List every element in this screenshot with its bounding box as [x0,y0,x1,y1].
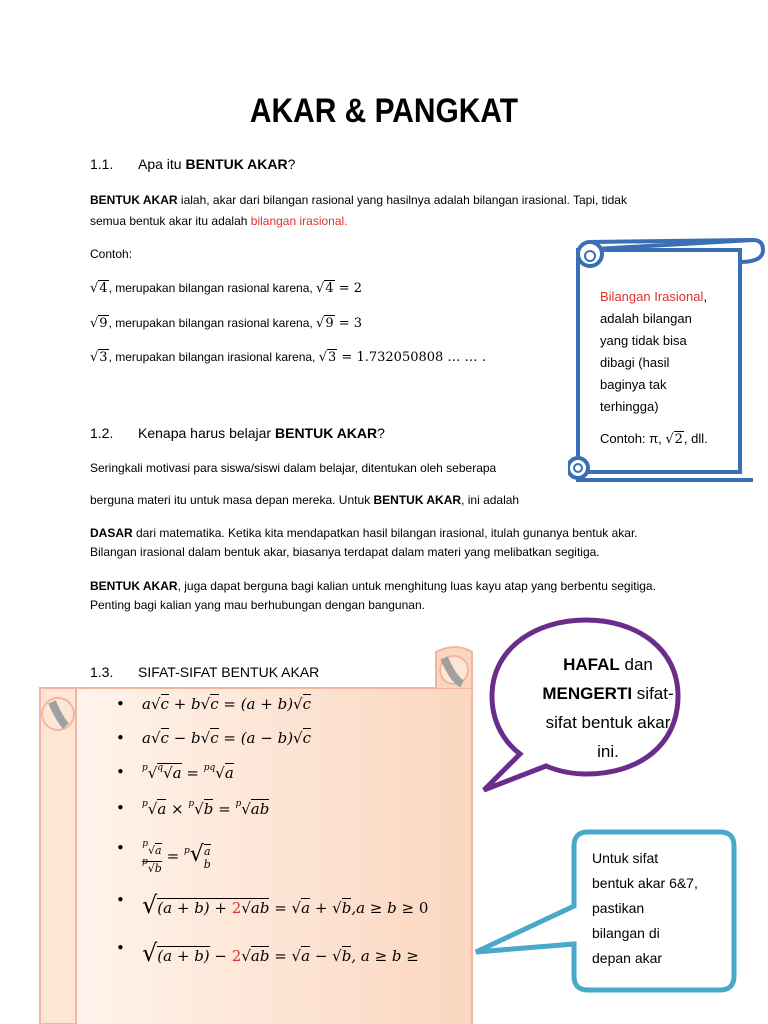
contoh-label: Contoh: [90,247,133,261]
properties-list [116,695,456,979]
section-1-paragraph: BENTUK AKAR ialah, akar dari bilangan rasional yang hasilnya adalah bilangan irasional. Tapi, tidak semua bentuk akar itu adalah bilangan irasional. [90,193,627,228]
example-row-1: √4, merupakan bilangan rasional karena, √4 = 2 [90,281,363,296]
page-title: AKAR & PANGKAT [249,92,519,130]
bubble-hafal-text: HAFAL dan MENGERTI sifat- sifat bentuk akar ini. [542,655,674,761]
property-item-2: • a√c − b√c = (a − b)√c [116,729,312,747]
property-item-7: • √(a + b) − 2√ab = √a − √b, a ≥ b ≥ [116,939,419,967]
section-2-line-1: Seringkali motivasi para siswa/siswi dalam belajar, ditentukan oleh seberapa [90,461,497,475]
property-item-1: • a√c + b√c = (a + b)√c [116,695,312,713]
section-1-heading: 1.1. Apa itu BENTUK AKAR? [90,156,296,172]
callout-teal-text: Untuk sifat bentuk akar 6&7, pastikan bilangan di depan akar [592,850,698,966]
section-3-heading: 1.3. SIFAT-SIFAT BENTUK AKAR [90,664,320,680]
scroll-irrational-note: Bilangan Irasional, adalah bilangan yang tidak bisa dibagi (hasil baginya tak terhingga) Contoh: π, √2, dll. [600,289,708,447]
section-2-paragraph-3: DASAR dari matematika. Ketika kita mendapatkan hasil bilangan irasional, itulah gunanya bentuk akar. Bilangan irasional dalam bentuk akar, biasanya terdapat dalam materi yang melibatkan segitiga. [90,526,638,559]
property-item-6: • √(a + b) + 2√ab = √a + √b,a ≥ b ≥ 0 [116,891,429,919]
property-item-5: • $^p$√a $^p$√b = $^p$√a b [116,839,211,875]
section-2-paragraph-4: BENTUK AKAR, juga dapat berguna bagi kalian untuk menghitung luas kayu atap yang berbentu segitiga. Penting bagi kalian yang mau berhubungan dengan bangunan. [90,579,656,612]
property-item-3: • $^p$√$^q$√a = $^{pq}$√a [116,763,234,782]
example-row-3: √3, merupakan bilangan irasional karena, √3 = 1.732050808 … … . [90,350,486,365]
example-row-2: √9, merupakan bilangan rasional karena, √9 = 3 [90,316,363,331]
section-2-line-2: berguna materi itu untuk masa depan mereka. Untuk BENTUK AKAR, ini adalah [90,493,520,507]
property-item-4: • $^p$√a × $^p$√b = $^p$√ab [116,799,270,818]
section-2-heading: 1.2. Kenapa harus belajar BENTUK AKAR? [90,425,385,441]
